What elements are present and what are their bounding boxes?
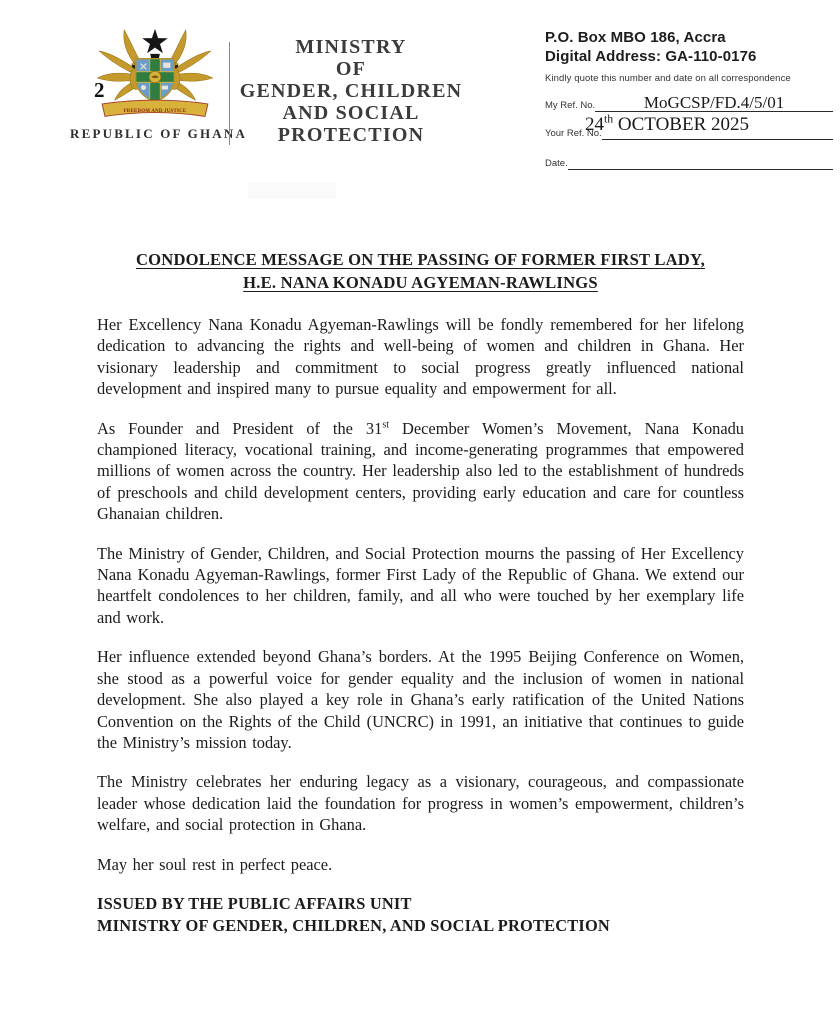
date-day: 24	[585, 114, 604, 135]
my-ref-row	[545, 95, 833, 112]
black-star-icon	[142, 29, 168, 53]
digital-address-line: Digital Address: GA-110-0176	[545, 48, 757, 65]
letter-body	[97, 248, 744, 938]
paragraph-2-text: As Founder and President of the 31	[97, 418, 383, 438]
closing-line: May her soul rest in perfect peace.	[97, 854, 333, 874]
whiteout-smudge	[248, 183, 336, 199]
title-line-1: CONDOLENCE MESSAGE ON THE PASSING OF FORMER FIRST LADY,	[136, 250, 705, 269]
date-line	[568, 155, 833, 170]
motto-banner-icon	[102, 100, 208, 116]
paragraph-3: The Ministry of Gender, Children, and Social Protection mourns the passing of Her Excellency Nana Konadu Agyeman-Rawlings, former First Lady of the Republic of Ghana. We extend our heartfelt condolences to her children, family, and all who were touched by her exemplary life and work.	[97, 543, 744, 627]
my-ref-label: My Ref. No.	[545, 100, 596, 111]
title-line-2: H.E. NANA KONADU AGYEMAN-RAWLINGS	[243, 273, 598, 292]
date-ordinal-suffix: th	[604, 112, 614, 126]
my-ref-value: MoGCSP/FD.4/5/01	[595, 95, 833, 112]
page-number-stamp: 2	[94, 78, 105, 102]
issued-by-line-1: ISSUED BY THE PUBLIC AFFAIRS UNIT	[97, 893, 412, 913]
po-box-line: P.O. Box MBO 186, Accra	[545, 29, 726, 46]
date-row	[545, 155, 833, 170]
shield-icon	[136, 59, 174, 103]
ghana-coat-of-arms-icon	[92, 27, 218, 127]
contact-block	[545, 28, 833, 170]
date-label: Date.	[545, 158, 568, 169]
paragraph-4: Her influence extended beyond Ghana’s borders. At the 1995 Beijing Conference on Women, she stood as a powerful voice for gender equality and the inclusion of women in national development. She also played a key role in Ghana’s early ratification of the United Nations Convention on the Rights of the Child (UNCRC) in 1991, an initiative that continues to guide the Ministry’s mission today.	[97, 647, 744, 752]
ordinal-suffix: st	[382, 419, 390, 431]
ministry-name-line: OF	[335, 58, 367, 80]
ministry-name-line: MINISTRY	[295, 36, 407, 58]
ministry-name-line: GENDER, CHILDREN	[239, 80, 463, 102]
ministry-name	[238, 36, 464, 146]
issued-by-line-2: MINISTRY OF GENDER, CHILDREN, AND SOCIAL PROTECTION	[97, 916, 610, 936]
motto-text: FREEDOM AND JUSTICE	[123, 109, 187, 115]
paragraph-2-text: December Women’s Movement, Nana Konadu championed literacy, vocational training, and income-generating programmes that empowered millions of women across the country. Her leadership also led to the establishment of hundreds of preschools and child development centers, providing early education and care for countless Ghanaian children.	[97, 418, 744, 524]
paragraph-2	[97, 418, 744, 525]
ministry-name-line: PROTECTION	[277, 124, 425, 146]
your-ref-label: Your Ref. No.	[545, 128, 602, 139]
republic-of-ghana-label: REPUBLIC OF GHANA	[70, 126, 248, 141]
document-title	[97, 248, 744, 294]
paragraph-5: The Ministry celebrates her enduring legacy as a visionary, courageous, and compassionate leader whose dedication laid the foundation for progress in women’s empowerment, children’s welfare, and social protection in Ghana.	[97, 772, 744, 835]
paragraph-1: Her Excellency Nana Konadu Agyeman-Rawlings will be fondly remembered for her lifelong dedication to advancing the rights and well-being of women and children in Ghana. Her visionary leadership and commitment to social progress greatly influenced national development and inspired many to pursue equality and empowerment for all.	[97, 315, 744, 399]
date-month-year: OCTOBER 2025	[613, 114, 749, 135]
header-divider	[229, 42, 230, 145]
issued-by-block	[97, 893, 744, 938]
correspondence-note: Kindly quote this number and date on all correspondence	[545, 73, 791, 84]
handwritten-date	[585, 114, 749, 136]
ministry-name-line: AND SOCIAL	[282, 102, 420, 124]
